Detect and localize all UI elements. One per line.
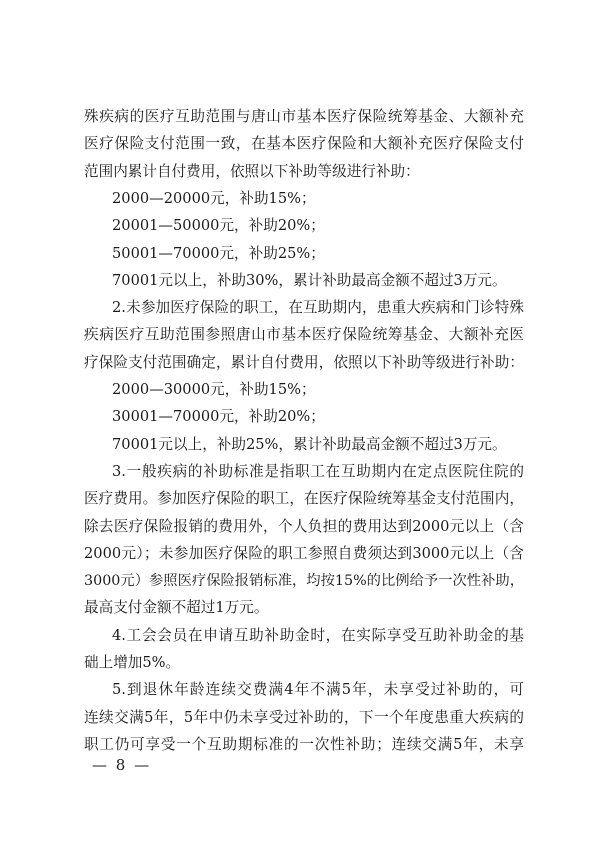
text-line: 最高支付金额不超过1万元。 [84, 599, 269, 616]
text-line: 2000—30000元，补助15%； [112, 381, 316, 398]
text-line: 3.一般疾病的补助标准是指职工在互助期内在定点医院住院的 [112, 463, 524, 480]
text-line: 医疗保险支付范围一致，在基本医疗保险和大额补充医疗保险支付 [84, 135, 524, 152]
text-line: 殊疾病的医疗互助范围与唐山市基本医疗保险统筹基金、大额补充 [84, 108, 524, 125]
page-number: — 8 — [92, 756, 152, 774]
text-line: 70001元以上，补助30%，累计补助最高金额不超过3万元。 [112, 272, 507, 289]
text-line: 连续交满5年，5年中仍未享受过补助的，下一个年度患重大疾病的 [84, 709, 524, 726]
text-line: 5.到退休年龄连续交费满4年不满5年，未享受过补助的，可 [112, 681, 524, 698]
text-line: 4.工会会员在申请互助补助金时，在实际享受互助补助金的基 [112, 627, 524, 644]
text-line: 职工仍可享受一个互助期标准的一次性补助；连续交满5年，未享 [84, 736, 524, 753]
text-line: 70001元以上，补助25%，累计补助最高金额不超过3万元。 [112, 436, 507, 453]
text-line: 范围内累计自付费用，依照以下补助等级进行补助： [84, 163, 420, 180]
text-line: 20001—50000元，补助20%； [112, 217, 325, 234]
text-line: 3000元）参照医疗保险报销标准，均按15%的比例给予一次性补助， [84, 573, 524, 589]
text-line: 50001—70000元，补助25%； [112, 245, 325, 262]
text-line: 2.未参加医疗保险的职工，在互助期内，患重大疾病和门诊特殊 [112, 299, 524, 316]
text-line: 2000—20000元，补助15%； [112, 190, 316, 207]
text-line: 础上增加5%。 [84, 654, 181, 671]
text-line: 疗保险支付范围确定，累计自付费用，依照以下补助等级进行补助： [84, 354, 524, 371]
text-line: 医疗费用。参加医疗保险的职工，在医疗保险统筹基金支付范围内， [84, 490, 524, 507]
text-line: 疾病医疗互助范围参照唐山市基本医疗保险统筹基金、大额补充医 [84, 326, 524, 343]
text-line: 30001—70000元，补助20%； [112, 408, 325, 425]
text-line: 除去医疗保险报销的费用外，个人负担的费用达到2000元以上（含 [84, 518, 524, 535]
text-line: 2000元）；未参加医疗保险的职工参照自费须达到3000元以上（含 [84, 545, 524, 562]
